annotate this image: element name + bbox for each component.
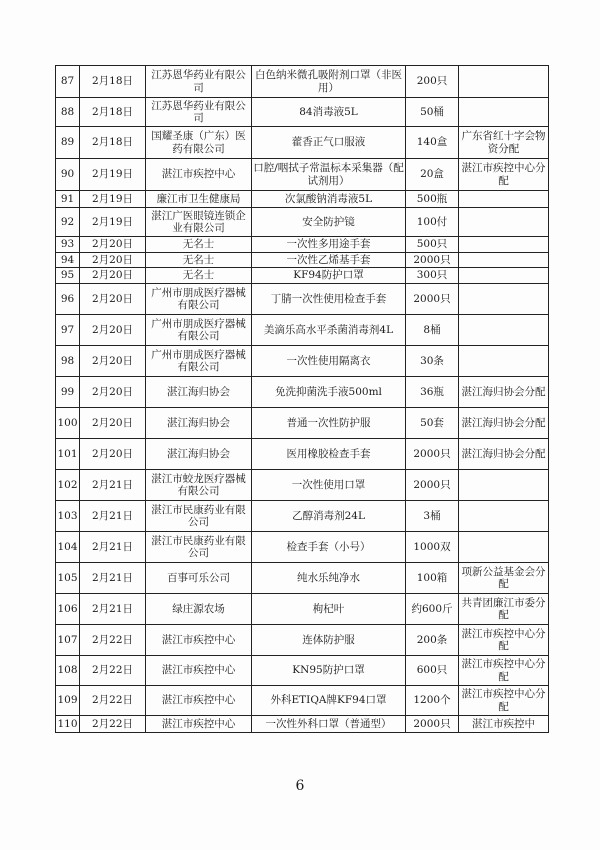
row-note: 湛江市疾控中心分配: [459, 686, 549, 716]
row-number: 102: [56, 470, 80, 501]
table-row: [56, 470, 549, 501]
row-quantity: 50套: [406, 408, 459, 439]
table-row: [56, 284, 549, 315]
row-note: [459, 346, 549, 377]
row-quantity: 500只: [406, 237, 459, 253]
row-date: 2月20日: [80, 237, 146, 253]
row-quantity: 1200个: [406, 686, 459, 716]
row-date: 2月20日: [80, 408, 146, 439]
row-number: 95: [56, 268, 80, 284]
row-note: [459, 470, 549, 501]
row-date: 2月20日: [80, 377, 146, 408]
row-date: 2月21日: [80, 501, 146, 532]
table-row: [56, 98, 549, 127]
row-donor: 湛江市蛟龙医疗器械有限公司: [146, 470, 252, 501]
row-note: 湛江海归协会分配: [459, 377, 549, 408]
row-date: 2月20日: [80, 346, 146, 377]
row-date: 2月20日: [80, 268, 146, 284]
row-date: 2月19日: [80, 208, 146, 237]
row-date: 2月20日: [80, 315, 146, 346]
table-row: [56, 66, 549, 98]
row-date: 2月20日: [80, 253, 146, 268]
table-row: [56, 716, 549, 733]
row-number: 96: [56, 284, 80, 315]
row-donor: 湛江市疾控中心: [146, 716, 252, 733]
row-item: 普通一次性防护服: [252, 408, 406, 439]
row-item: 一次性多用途手套: [252, 237, 406, 253]
row-number: 94: [56, 253, 80, 268]
row-quantity: 500瓶: [406, 191, 459, 208]
row-quantity: 2000只: [406, 716, 459, 733]
row-item: 一次性使用口罩: [252, 470, 406, 501]
row-number: 105: [56, 563, 80, 594]
row-item: KF94防护口罩: [252, 268, 406, 284]
row-quantity: 20盒: [406, 159, 459, 191]
row-quantity: 2000只: [406, 439, 459, 470]
row-date: 2月22日: [80, 625, 146, 656]
donation-table: [55, 65, 549, 733]
row-item: 口腔/咽拭子常温标本采集器（配试剂用）: [252, 159, 406, 191]
table-row: [56, 408, 549, 439]
row-date: 2月22日: [80, 686, 146, 716]
row-item: 一次性使用隔离衣: [252, 346, 406, 377]
table-row: [56, 377, 549, 408]
row-date: 2月22日: [80, 716, 146, 733]
row-donor: 江苏恩华药业有限公司: [146, 66, 252, 98]
row-item: 一次性乙烯基手套: [252, 253, 406, 268]
table-row: [56, 656, 549, 686]
row-number: 91: [56, 191, 80, 208]
row-item: 美滴乐高水平杀菌消毒剂4L: [252, 315, 406, 346]
row-item: 纯水乐纯净水: [252, 563, 406, 594]
row-date: 2月19日: [80, 159, 146, 191]
row-note: [459, 268, 549, 284]
row-quantity: 300只: [406, 268, 459, 284]
row-number: 104: [56, 532, 80, 563]
row-donor: 湛江市民康药业有限公司: [146, 532, 252, 563]
table-row: [56, 625, 549, 656]
row-note: [459, 315, 549, 346]
row-note: [459, 284, 549, 315]
row-date: 2月18日: [80, 127, 146, 159]
row-item: 枸杞叶: [252, 594, 406, 625]
row-note: [459, 66, 549, 98]
row-note: 共青团廉江市委分配: [459, 594, 549, 625]
table-row: [56, 191, 549, 208]
row-donor: 湛江海归协会: [146, 439, 252, 470]
row-note: 广东省红十字会物资分配: [459, 127, 549, 159]
table-row: [56, 237, 549, 253]
row-quantity: 36瓶: [406, 377, 459, 408]
row-donor: 绿庄源农场: [146, 594, 252, 625]
row-note: 湛江海归协会分配: [459, 439, 549, 470]
row-date: 2月18日: [80, 98, 146, 127]
row-number: 98: [56, 346, 80, 377]
row-item: 外科ETIQA牌KF94口罩: [252, 686, 406, 716]
row-donor: 湛江市民康药业有限公司: [146, 501, 252, 532]
row-date: 2月20日: [80, 284, 146, 315]
row-donor: 湛江广医眼镜连锁企业有限公司: [146, 208, 252, 237]
row-item: 乙醇消毒剂24L: [252, 501, 406, 532]
row-number: 103: [56, 501, 80, 532]
row-item: 连体防护服: [252, 625, 406, 656]
row-number: 101: [56, 439, 80, 470]
row-number: 87: [56, 66, 80, 98]
table-row: [56, 346, 549, 377]
row-donor: 国耀圣康（广东）医药有限公司: [146, 127, 252, 159]
row-quantity: 30条: [406, 346, 459, 377]
row-note: [459, 237, 549, 253]
row-number: 97: [56, 315, 80, 346]
row-item: 安全防护镜: [252, 208, 406, 237]
row-quantity: 140盒: [406, 127, 459, 159]
row-number: 88: [56, 98, 80, 127]
row-number: 93: [56, 237, 80, 253]
row-item: 次氯酸钠消毒液5L: [252, 191, 406, 208]
row-quantity: 200只: [406, 66, 459, 98]
row-quantity: 3桶: [406, 501, 459, 532]
row-number: 99: [56, 377, 80, 408]
row-quantity: 8桶: [406, 315, 459, 346]
row-number: 107: [56, 625, 80, 656]
row-note: 项新公益基金会分配: [459, 563, 549, 594]
row-donor: 百事可乐公司: [146, 563, 252, 594]
table-row: [56, 439, 549, 470]
row-date: 2月21日: [80, 532, 146, 563]
row-note: [459, 98, 549, 127]
row-donor: 无名士: [146, 237, 252, 253]
row-item: 藿香正气口服液: [252, 127, 406, 159]
row-donor: 广州市朋成医疗器械有限公司: [146, 346, 252, 377]
row-donor: 江苏恩华药业有限公司: [146, 98, 252, 127]
row-note: [459, 191, 549, 208]
row-item: 丁腈一次性使用检查手套: [252, 284, 406, 315]
row-quantity: 1000双: [406, 532, 459, 563]
table-row: [56, 268, 549, 284]
row-date: 2月21日: [80, 594, 146, 625]
row-donor: 湛江市疾控中心: [146, 686, 252, 716]
table-row: [56, 594, 549, 625]
row-note: 湛江市疾控中: [459, 716, 549, 733]
table-row: [56, 501, 549, 532]
table-row: [56, 686, 549, 716]
row-number: 109: [56, 686, 80, 716]
row-number: 100: [56, 408, 80, 439]
row-donor: 湛江海归协会: [146, 408, 252, 439]
row-item: KN95防护口罩: [252, 656, 406, 686]
row-note: [459, 208, 549, 237]
page-number: 6: [295, 778, 305, 794]
row-number: 90: [56, 159, 80, 191]
row-date: 2月21日: [80, 470, 146, 501]
row-quantity: 2000只: [406, 470, 459, 501]
row-quantity: 约600斤: [406, 594, 459, 625]
row-number: 89: [56, 127, 80, 159]
row-quantity: 600只: [406, 656, 459, 686]
row-note: [459, 501, 549, 532]
row-item: 免洗抑菌洗手液500ml: [252, 377, 406, 408]
row-note: [459, 253, 549, 268]
row-quantity: 2000只: [406, 284, 459, 315]
row-date: 2月18日: [80, 66, 146, 98]
table-row: [56, 127, 549, 159]
row-quantity: 200条: [406, 625, 459, 656]
row-note: 湛江市疾控中心分配: [459, 656, 549, 686]
table-row: [56, 532, 549, 563]
row-donor: 湛江市疾控中心: [146, 625, 252, 656]
row-date: 2月19日: [80, 191, 146, 208]
row-quantity: 2000只: [406, 253, 459, 268]
row-note: 湛江海归协会分配: [459, 408, 549, 439]
row-quantity: 50桶: [406, 98, 459, 127]
row-date: 2月22日: [80, 656, 146, 686]
row-quantity: 100箱: [406, 563, 459, 594]
row-donor: 湛江市疾控中心: [146, 159, 252, 191]
row-donor: 湛江海归协会: [146, 377, 252, 408]
row-item: 白色纳米微孔吸附剂口罩（非医用）: [252, 66, 406, 98]
row-donor: 湛江市疾控中心: [146, 656, 252, 686]
row-item: 检查手套（小号）: [252, 532, 406, 563]
row-date: 2月21日: [80, 563, 146, 594]
row-number: 110: [56, 716, 80, 733]
row-note: 湛江市疾控中心分配: [459, 159, 549, 191]
row-item: 一次性外科口罩（普通型）: [252, 716, 406, 733]
row-number: 108: [56, 656, 80, 686]
row-note: 湛江市疾控中心分配: [459, 625, 549, 656]
row-date: 2月20日: [80, 439, 146, 470]
table-row: [56, 253, 549, 268]
row-item: 医用橡胶检查手套: [252, 439, 406, 470]
row-donor: 广州市朋成医疗器械有限公司: [146, 284, 252, 315]
row-donor: 无名士: [146, 253, 252, 268]
row-donor: 广州市朋成医疗器械有限公司: [146, 315, 252, 346]
row-donor: 无名士: [146, 268, 252, 284]
row-donor: 廉江市卫生健康局: [146, 191, 252, 208]
table-row: [56, 208, 549, 237]
row-number: 106: [56, 594, 80, 625]
donation-table-body: [56, 66, 549, 733]
row-note: [459, 532, 549, 563]
row-quantity: 100付: [406, 208, 459, 237]
table-row: [56, 159, 549, 191]
table-row: [56, 315, 549, 346]
row-number: 92: [56, 208, 80, 237]
table-row: [56, 563, 549, 594]
row-item: 84消毒液5L: [252, 98, 406, 127]
